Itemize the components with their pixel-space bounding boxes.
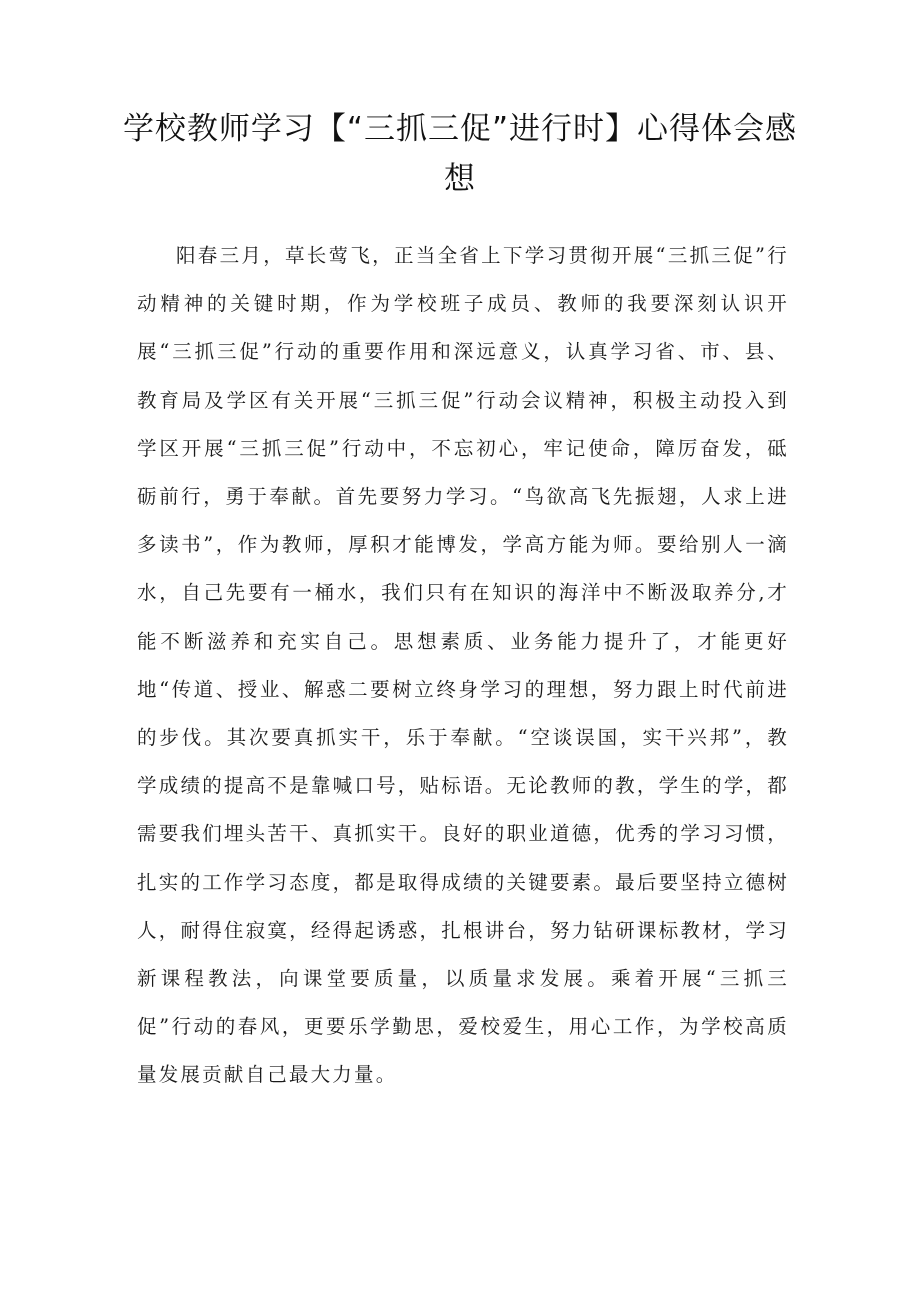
- body-paragraph: 阳春三月，草长莺飞，正当全省上下学习贯彻开展“三抓三促”行动精神的关键时期，作为学校班子成员、教师的我要深刻认识开展“三抓三促”行动的重要作用和深远意义，认真学习省、市、县、教育局及学区有关开展“三抓三促”行动会议精神，积极主动投入到学区开展“三抓三促”行动中，不忘初心，牢记使命，障厉奋发，砥砺前行，勇于奉献。首先要努力学习。“鸟欲高飞先振翅，人求上进多读书”，作为教师，厚积才能博发，学高方能为师。要给别人一滴水，自己先要有一桶水，我们只有在知识的海洋中不断汲取养分,才能不断滋养和充实自己。思想素质、业务能力提升了，才能更好地“传道、授业、解惑二要树立终身学习的理想，努力跟上时代前进的步伐。其次要真抓实干，乐于奉献。“空谈误国，实干兴邦”，教学成绩的提高不是靠喊口号，贴标语。无论教师的教，学生的学，都需要我们埋头苦干、真抓实干。良好的职业道德，优秀的学习习惯，扎实的工作学习态度，都是取得成绩的关键要素。最后要坚持立德树人，耐得住寂寞，经得起诱惑，扎根讲台，努力钻研课标教材，学习新课程教法，向课堂要质量，以质量求发展。乘着开展“三抓三促”行动的春风，更要乐学勤思，爱校爱生，用心工作，为学校高质量发展贡献自己最大力量。: [137, 244, 789, 1087]
- document-title: 学校教师学习【“三抓三促”进行时】心得体会感想: [122, 111, 798, 197]
